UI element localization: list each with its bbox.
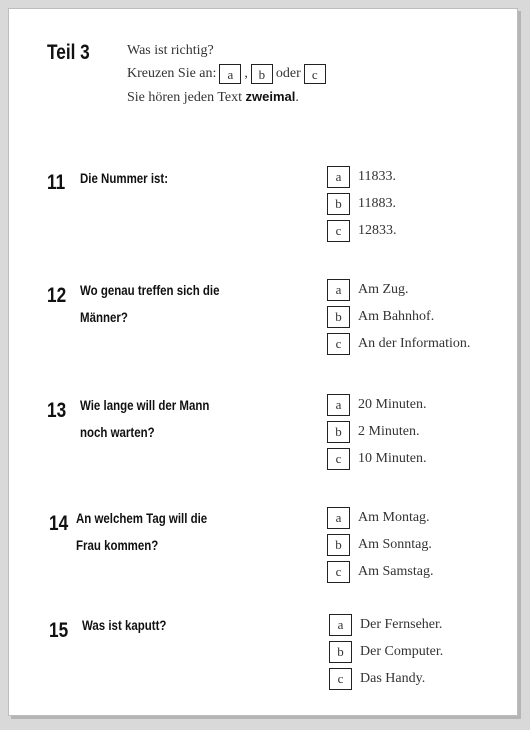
question-text-line: noch warten? [80, 424, 155, 440]
answer-option[interactable] [327, 304, 470, 331]
checkbox-c[interactable]: c [327, 448, 350, 470]
question-text [76, 505, 207, 559]
question-number: 13 [47, 399, 67, 422]
question-text-line: Wie lange will der Mann [80, 397, 210, 413]
checkbox-c[interactable]: c [327, 220, 350, 242]
checkbox-a[interactable]: a [327, 279, 350, 301]
question-text-line: Frau kommen? [76, 537, 159, 553]
instruction-line-3 [127, 85, 329, 108]
checkbox-b[interactable]: b [327, 306, 350, 328]
checkbox-a[interactable]: a [327, 394, 350, 416]
answer-option[interactable] [327, 558, 433, 585]
answer-option[interactable] [327, 277, 470, 304]
question-text-line: Männer? [80, 309, 128, 325]
answer-option[interactable] [329, 639, 443, 666]
answer-options [327, 505, 433, 585]
instructions [127, 39, 329, 108]
answer-text: Der Fernseher. [360, 617, 443, 633]
question-text-line: Was ist kaputt? [82, 617, 167, 633]
answer-option[interactable] [327, 445, 426, 472]
answer-options [327, 392, 426, 472]
answer-options [329, 612, 443, 692]
answer-text: Am Bahnhof. [358, 309, 435, 325]
answer-option[interactable] [327, 392, 426, 419]
question-number: 12 [47, 284, 67, 307]
example-box-b: b [251, 64, 273, 84]
question-text [80, 392, 209, 446]
answer-option[interactable] [329, 665, 443, 692]
comma: , [244, 66, 248, 81]
checkbox-c[interactable]: c [329, 668, 352, 690]
answer-text: 10 Minuten. [358, 450, 427, 466]
exam-sheet [8, 8, 518, 716]
answer-option[interactable] [327, 419, 426, 446]
answer-option[interactable] [327, 217, 397, 244]
answer-text: Am Samstag. [358, 563, 434, 579]
example-box-a: a [219, 64, 241, 84]
answer-text: 20 Minuten. [358, 397, 427, 413]
answer-options [327, 164, 397, 244]
answer-option[interactable] [327, 532, 433, 559]
question-text [80, 277, 219, 331]
checkbox-b[interactable]: b [327, 193, 350, 215]
answer-text: Am Zug. [358, 282, 409, 298]
answer-option[interactable] [327, 191, 397, 218]
checkbox-a[interactable]: a [327, 507, 350, 529]
oder-word: oder [275, 66, 301, 81]
instruction-prefix: Kreuzen Sie an: [127, 66, 217, 81]
answer-options [327, 277, 470, 357]
instruction-line-2 [127, 62, 329, 85]
example-box-c: c [304, 64, 326, 84]
question-text-line: Wo genau treffen sich die [80, 282, 220, 298]
question-text [80, 165, 168, 192]
instruction-line-1: Was ist richtig? [127, 43, 214, 58]
answer-text: 11833. [358, 169, 396, 185]
question-text [82, 612, 166, 639]
answer-option[interactable] [327, 330, 470, 357]
answer-text: Das Handy. [360, 670, 426, 686]
answer-option[interactable] [329, 612, 443, 639]
question-number: 15 [49, 619, 69, 642]
answer-text: Der Computer. [360, 644, 444, 660]
section-title: Teil 3 [47, 41, 90, 64]
answer-text: 2 Minuten. [358, 424, 420, 440]
answer-text: 12833. [358, 222, 397, 238]
checkbox-a[interactable]: a [329, 614, 352, 636]
answer-option[interactable] [327, 164, 397, 191]
instruction-period: . [295, 90, 299, 105]
answer-text: Am Montag. [358, 510, 430, 526]
answer-text: Am Sonntag. [358, 537, 432, 553]
checkbox-a[interactable]: a [327, 166, 350, 188]
checkbox-b[interactable]: b [327, 534, 350, 556]
question-number: 14 [49, 512, 69, 535]
question-text-line: An welchem Tag will die [76, 510, 208, 526]
answer-option[interactable] [327, 505, 433, 532]
checkbox-b[interactable]: b [327, 421, 350, 443]
checkbox-c[interactable]: c [327, 333, 350, 355]
question-number: 11 [47, 171, 66, 194]
instruction-emphasis: zweimal [245, 89, 296, 104]
checkbox-c[interactable]: c [327, 561, 350, 583]
checkbox-b[interactable]: b [329, 641, 352, 663]
answer-text: An der Information. [358, 335, 471, 351]
answer-text: 11883. [358, 196, 396, 212]
instruction-line-3-text: Sie hören jeden Text [127, 90, 243, 105]
question-text-line: Die Nummer ist: [80, 170, 169, 186]
